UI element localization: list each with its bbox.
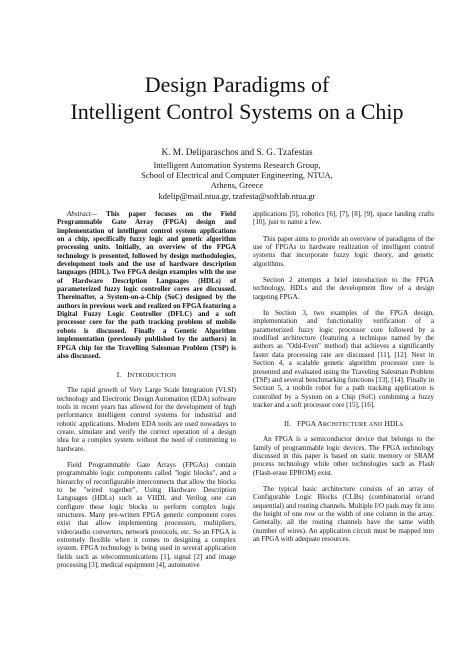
affiliation-school: School of Electrical and Computer Engineering, NTUA, xyxy=(141,170,333,181)
author-block xyxy=(0,148,474,201)
section-number: II. xyxy=(284,419,292,429)
intro-paragraph: Field Programmable Gate Arrays (FPGAs) contain programmable logic components called "logic blocks", and a hierarchy of reconfigurable interconnects that allow the blocks to be "wired together". Using Hardware Description Languages (HDLs) such as VHDL and Verilog one can configure these logic blocks to perform complex logic structures. Many pre-written FPGA generic component cores exist that allow implementing processors, multipliers, video/audio converters, network protocols, etc. So an FPGA is extremely flexible when it comes to designing a complex system. FPGA technology is being used in several application fields such as telecommunications [1], signal [2] and image processing [3], medical equipment [4], automotive xyxy=(57,460,236,570)
abstract-lead: Abstract— xyxy=(67,210,98,218)
left-column xyxy=(57,210,236,569)
paper-title-line1: Design Paradigms of xyxy=(144,72,330,97)
paper-title-line2: Intelligent Control Systems on a Chip xyxy=(70,99,404,124)
affiliation-group: Intelligent Automation Systems Research Group, xyxy=(153,160,321,170)
section-heading-fpga-architecture xyxy=(253,419,434,429)
affiliation-city: Athens, Greece xyxy=(210,180,264,191)
section-number: I. xyxy=(116,370,122,380)
section-title-main: FPGA A xyxy=(296,419,323,429)
section-title-end: HDLs xyxy=(382,419,403,429)
section-heading-introduction xyxy=(57,370,236,380)
body-paragraph: Section 2 attempts a brief introduction to the FPGA technology, HDLs and the development flow of a design targeting FPGA. xyxy=(253,276,434,301)
body-paragraph: In Section 3, two examples of the FPGA design, implementation and functionality verification of a parameterized fuzzy logic processor core followed by a modified architecture (featuring a technique named by the authors as "Odd-Even" method) that achieves a significantly faster data processing rate are discussed [11], [12]. Next in Section 4, a scalable genetic algorithm processor core is presented and evaluated using the Traveling Salesman Problem (TSP) and several benchmarking functions [13], [14]. Finally in Section 5, a mobile robot for a path tracking application is controlled by a System on a Chip (SoC) combining a fuzzy tracker and a soft processor core [15], [16]. xyxy=(253,309,434,409)
abstract-text: This paper focuses on the Field Programmable Gate Array (FPGA) design and implementation of intelligent control system applications on a chip, specifically fuzzy logic and genetic algorithm processing units. Initially, an overview of the FPGA technology is presented, followed by design methodologies, development tools and the use of hardware description languages (HDL). Two FPGA design examples with the use of Hardware Description Languages (HDLs) of parameterized fuzzy logic controller cores are discussed. Thereinafter, a System-on-a-Chip (SoC) designed by the authors in previous work and realized on FPGA featuring a Digital Fuzzy Logic Controller (DFLC) and a soft processor core for the path tracking problem of mobile robots is discussed. Finally a Genetic Algorithm implementation (previously published by the authors) in FPGA chip for the Travelling Salesman Problem (TSP) is also discussed. xyxy=(57,210,236,360)
section-title-rest: NTRODUCTION xyxy=(129,372,177,380)
body-paragraph: An FPGA is a semiconductor device that belongs to the family of programmable logic devices. The FPGA technology discussed in this paper is based on static memory or SRAM process technology while other technologies such as Flash (Flash-erase EPROM) exist. xyxy=(253,435,434,477)
author-names: K. M. Deliparaschos and S. G. Tzafestas xyxy=(161,148,313,158)
section-title-initial: I xyxy=(127,370,130,380)
continued-paragraph: applications [5], robotics [6], [7], [8], [9], space landing crafts [10], just to name a few. xyxy=(253,210,434,227)
body-paragraph: The typical basic architecture consists of an array of Configurable Logic Blocks (CLBs) (combinatorial or/and sequential) and routing channels. Multiple I/O pads may fit into the height of one row or the width of one column in the array. Generally, all the routing channels have the same width (number of wires). An application circuit must be mapped into an FPGA with adequate resources. xyxy=(253,484,434,543)
body-paragraph: This paper aims to provide an overview of paradigms of the use of FPGAs to hardware realization of intelligent control systems that incorporate fuzzy logic theory, and genetic algorithms. xyxy=(253,234,434,268)
intro-paragraph: The rapid growth of Very Large Scale Integration (VLSI) technology and Electronic Design Automation (EDA) software tools in recent years has allowed for the development of high performance intelligent control systems for industrial and robotic applications. Modern EDA tools are used nowadays to create, simulate and verify the correct operation of a design idea for a complex system without the need of committing to hardware. xyxy=(57,386,236,453)
section-title-rest: RCHITECTURE AND xyxy=(322,421,383,429)
right-column xyxy=(253,210,434,543)
author-emails: kdelip@mail.ntua.gr, tzafesta@softlab.ntua.gr xyxy=(158,190,316,201)
abstract xyxy=(57,210,236,360)
